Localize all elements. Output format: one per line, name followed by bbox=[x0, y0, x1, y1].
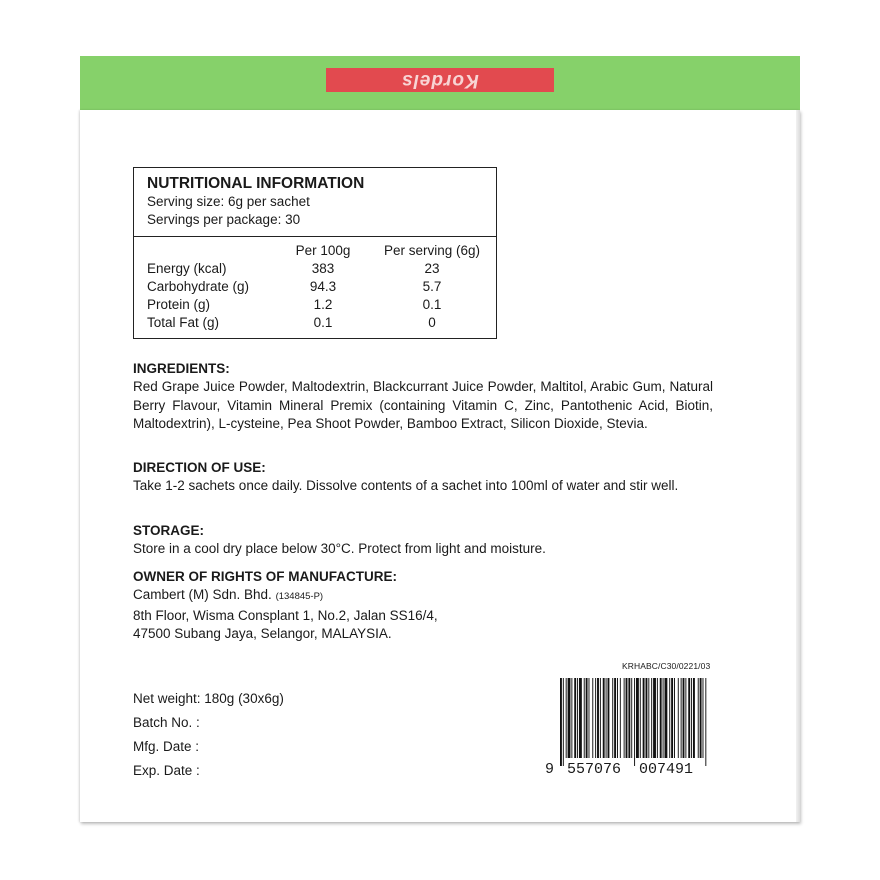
barcode-bar bbox=[608, 678, 610, 758]
barcode-bar bbox=[648, 678, 649, 758]
ingredients-section bbox=[133, 360, 713, 434]
nutrient-label: Energy (kcal) bbox=[147, 261, 227, 276]
nutrition-table bbox=[134, 242, 496, 332]
box-side-edge bbox=[796, 110, 800, 822]
barcode-bar bbox=[663, 678, 664, 758]
barcode-bar bbox=[568, 678, 571, 758]
barcode-bar bbox=[595, 678, 596, 758]
nutrition-panel bbox=[133, 167, 497, 339]
barcode-bar bbox=[651, 678, 652, 758]
direction-text: Take 1-2 sachets once daily. Dissolve contents of a sachet into 100ml of water and stir well. bbox=[133, 478, 679, 493]
barcode-bar bbox=[592, 678, 593, 758]
barcode-bar bbox=[698, 678, 699, 758]
barcode-bar bbox=[574, 678, 576, 758]
barcode-bar bbox=[624, 678, 625, 758]
barcode-bar bbox=[640, 678, 641, 758]
nutrition-row bbox=[134, 296, 496, 314]
nutrient-per100: 94.3 bbox=[309, 279, 337, 294]
nutrition-row bbox=[134, 260, 496, 278]
barcode-bar bbox=[678, 678, 679, 758]
nutrition-col-perserving: Per serving (6g) bbox=[383, 243, 481, 258]
barcode-bar bbox=[671, 678, 673, 758]
barcode-bar bbox=[631, 678, 632, 758]
nutrition-header bbox=[134, 168, 496, 237]
barcode-bar bbox=[634, 678, 635, 766]
direction-section bbox=[133, 459, 713, 496]
exp-date: Exp. Date : bbox=[133, 763, 200, 778]
barcode-bar bbox=[674, 678, 675, 758]
barcode-bar bbox=[563, 678, 564, 766]
barcode-bar bbox=[636, 678, 639, 758]
barcode-bar bbox=[688, 678, 690, 758]
nutrient-perserving: 23 bbox=[424, 261, 440, 276]
owner-address-1: 8th Floor, Wisma Consplant 1, No.2, Jalan SS16/4, bbox=[133, 607, 438, 623]
barcode-bar bbox=[603, 678, 605, 758]
barcode-bar bbox=[703, 678, 704, 758]
brand-logo bbox=[326, 68, 554, 92]
barcode-digits-right: 007491 bbox=[639, 761, 694, 778]
barcode-bar bbox=[597, 678, 599, 758]
barcode-bar bbox=[626, 678, 628, 758]
nutrient-label: Protein (g) bbox=[147, 297, 211, 312]
barcode-bar bbox=[683, 678, 685, 758]
barcode-bar bbox=[606, 678, 607, 758]
barcode-bar bbox=[628, 678, 630, 758]
ingredients-heading: INGREDIENTS: bbox=[133, 361, 230, 376]
barcode-bar bbox=[693, 678, 695, 758]
nutrient-per100: 383 bbox=[311, 261, 335, 276]
barcode-bar bbox=[705, 678, 706, 766]
nutrition-row bbox=[134, 278, 496, 296]
barcode-bar bbox=[612, 678, 613, 758]
barcode-digits-left: 557076 bbox=[567, 761, 622, 778]
product-code: KRHABC/C30/0221/03 bbox=[622, 661, 711, 671]
ingredients-text: Red Grape Juice Powder, Maltodextrin, Blackcurrant Juice Powder, Maltitol, Arabic Gum, Natural Berry Flavour, Vitamin Mineral Premix (containing Vitamin C, Zinc, Pantothenic Acid, Biotin, Maltodextrin), L-cysteine, Pea Shoot Powder, Bamboo Extract, Silicon Dioxide, Stevia. bbox=[133, 379, 713, 431]
storage-heading: STORAGE: bbox=[133, 523, 205, 538]
barcode-bar bbox=[660, 678, 662, 758]
barcode-bar bbox=[577, 678, 578, 758]
barcode-bar bbox=[584, 678, 585, 758]
nutrition-title: NUTRITIONAL INFORMATION bbox=[147, 175, 365, 192]
barcode-bar bbox=[643, 678, 645, 758]
nutrition-col-per100: Per 100g bbox=[295, 243, 351, 258]
barcode-bar bbox=[665, 678, 668, 758]
barcode-bar bbox=[617, 678, 618, 758]
barcode-bar bbox=[600, 678, 601, 758]
nutrient-per100: 1.2 bbox=[313, 297, 333, 312]
nutrient-label: Total Fat (g) bbox=[147, 315, 220, 330]
owner-section bbox=[133, 568, 713, 644]
net-weight: Net weight: 180g (30x6g) bbox=[133, 691, 284, 706]
nutrition-row bbox=[134, 314, 496, 332]
barcode-bar bbox=[685, 678, 686, 758]
barcode-bar bbox=[579, 678, 582, 758]
barcode-digit-first: 9 bbox=[545, 761, 555, 778]
direction-heading: DIRECTION OF USE: bbox=[133, 460, 266, 475]
storage-section bbox=[133, 522, 713, 559]
brand-logo-text: Kordels bbox=[401, 70, 479, 91]
barcode-bar bbox=[566, 678, 567, 758]
barcode-bar bbox=[669, 678, 670, 758]
owner-reg-no: (134845-P) bbox=[275, 591, 324, 602]
barcode-bar bbox=[586, 678, 588, 758]
barcode-bar bbox=[657, 678, 658, 758]
barcode-bars bbox=[560, 678, 708, 766]
owner-address-2: 47500 Subang Jaya, Selangor, MALAYSIA. bbox=[133, 626, 392, 641]
barcode-bar bbox=[589, 678, 590, 758]
servings-per-package: Servings per package: 30 bbox=[147, 212, 301, 227]
barcode-bar bbox=[646, 678, 648, 758]
nutrient-perserving: 0.1 bbox=[422, 297, 442, 312]
nutrient-perserving: 0 bbox=[428, 315, 436, 330]
owner-heading: OWNER OF RIGHTS OF MANUFACTURE: bbox=[133, 569, 397, 584]
barcode-bar bbox=[614, 678, 616, 758]
barcode-bar bbox=[681, 678, 682, 758]
batch-no: Batch No. : bbox=[133, 715, 200, 730]
nutrient-per100: 0.1 bbox=[313, 315, 333, 330]
barcode-bar bbox=[700, 678, 702, 758]
nutrient-label: Carbohydrate (g) bbox=[147, 279, 250, 294]
nutrition-table-header bbox=[134, 242, 496, 260]
mfg-date: Mfg. Date : bbox=[133, 739, 200, 754]
barcode-bar bbox=[620, 678, 621, 758]
storage-text: Store in a cool dry place below 30°C. Protect from light and moisture. bbox=[133, 541, 546, 556]
serving-size: Serving size: 6g per sachet bbox=[147, 194, 310, 209]
barcode-bar bbox=[560, 678, 562, 766]
owner-company: Cambert (M) Sdn. Bhd. bbox=[133, 587, 272, 602]
nutrient-perserving: 5.7 bbox=[422, 279, 442, 294]
barcode bbox=[543, 675, 713, 785]
barcode-bar bbox=[691, 678, 692, 758]
owner-company-line bbox=[133, 586, 713, 607]
barcode-bar bbox=[653, 678, 656, 758]
barcode-bar bbox=[571, 678, 572, 758]
